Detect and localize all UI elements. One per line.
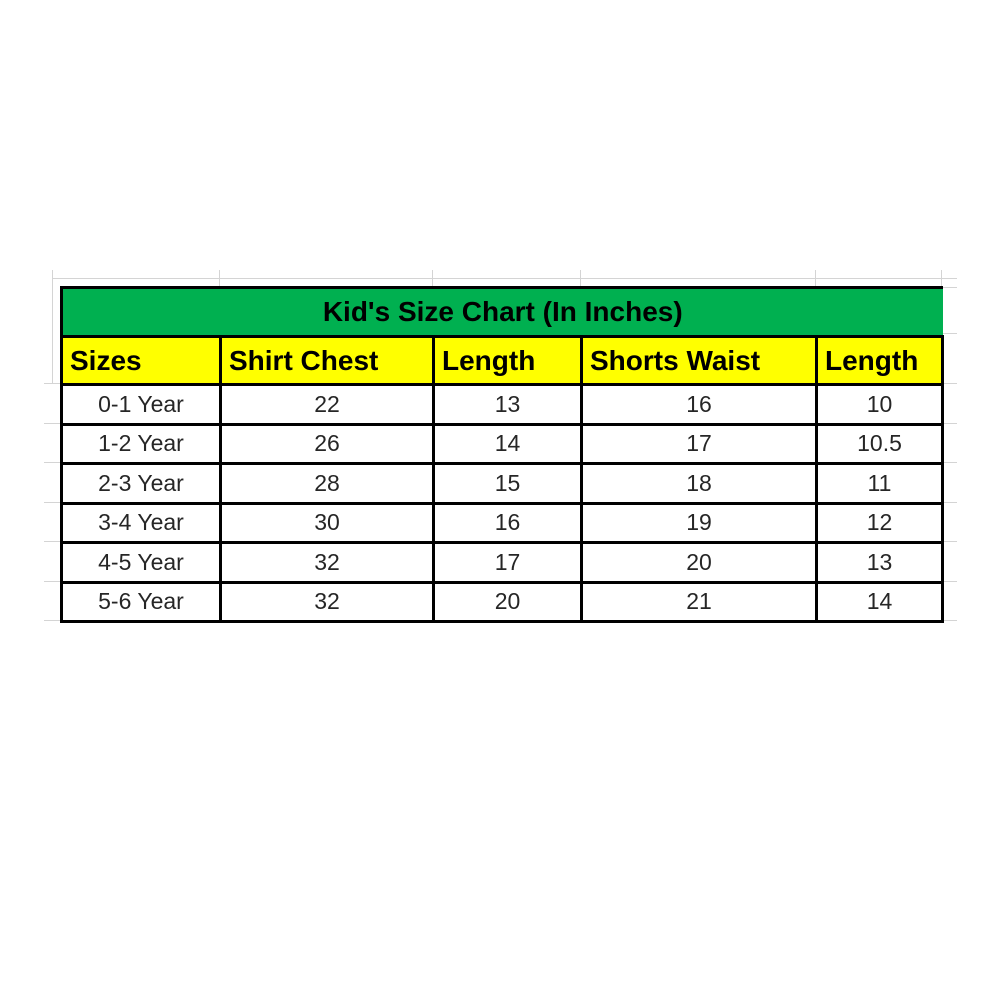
value-cell: 17 [582,424,817,464]
title-row [62,288,943,337]
size-cell: 5-6 Year [62,582,221,622]
gridline [44,423,60,424]
gridline [815,270,816,287]
kids-size-chart-table [60,286,944,623]
gridline [219,270,220,287]
table-row [62,503,943,543]
value-cell: 32 [221,582,434,622]
value-cell: 14 [434,424,582,464]
gridline [44,462,60,463]
column-header-shirt-chest: Shirt Chest [221,337,434,385]
column-header-sizes: Sizes [62,337,221,385]
header-row [62,337,943,385]
table-row [62,385,943,425]
value-cell: 21 [582,582,817,622]
table-row [62,543,943,583]
value-cell: 17 [434,543,582,583]
value-cell: 18 [582,464,817,504]
gridline [52,278,957,279]
value-cell: 19 [582,503,817,543]
table-row [62,464,943,504]
column-header-shirt-length: Length [434,337,582,385]
gridline [942,541,957,542]
value-cell: 10 [817,385,943,425]
gridline [942,423,957,424]
gridline [44,541,60,542]
value-cell: 14 [817,582,943,622]
value-cell: 13 [817,543,943,583]
gridline [942,502,957,503]
gridline [44,383,60,384]
value-cell: 12 [817,503,943,543]
column-header-shorts-length: Length [817,337,943,385]
gridline [580,270,581,287]
gridline [942,581,957,582]
gridline [942,287,957,288]
value-cell: 16 [434,503,582,543]
gridline [942,333,957,334]
size-cell: 1-2 Year [62,424,221,464]
size-cell: 3-4 Year [62,503,221,543]
size-cell: 2-3 Year [62,464,221,504]
gridline [432,270,433,287]
table-row [62,424,943,464]
value-cell: 15 [434,464,582,504]
gridline [942,462,957,463]
value-cell: 22 [221,385,434,425]
column-header-shorts-waist: Shorts Waist [582,337,817,385]
value-cell: 13 [434,385,582,425]
table-row [62,582,943,622]
gridline [941,270,942,287]
gridline [44,581,60,582]
value-cell: 20 [582,543,817,583]
value-cell: 10.5 [817,424,943,464]
size-cell: 4-5 Year [62,543,221,583]
size-cell: 0-1 Year [62,385,221,425]
chart-title: Kid's Size Chart (In Inches) [62,288,943,337]
value-cell: 28 [221,464,434,504]
value-cell: 11 [817,464,943,504]
gridline [942,620,957,621]
gridline [942,383,957,384]
value-cell: 26 [221,424,434,464]
gridline [44,620,60,621]
gridline [44,502,60,503]
gridline [52,270,53,384]
value-cell: 30 [221,503,434,543]
value-cell: 20 [434,582,582,622]
value-cell: 32 [221,543,434,583]
value-cell: 16 [582,385,817,425]
